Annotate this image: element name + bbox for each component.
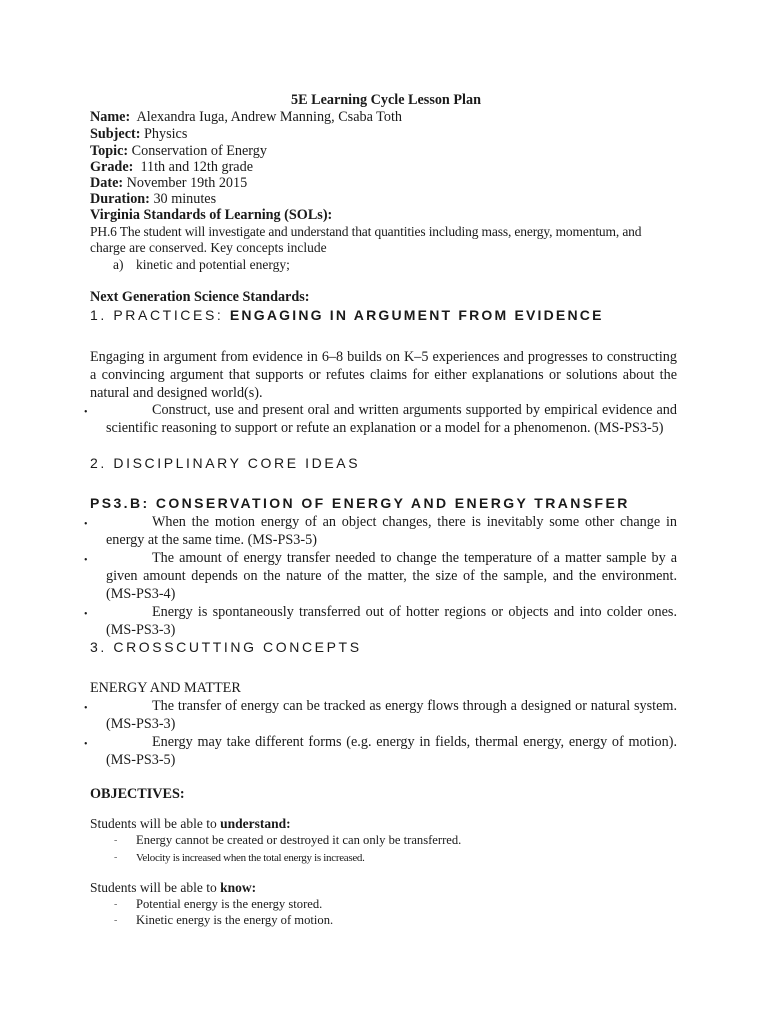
sols-heading: Virginia Standards of Learning (SOLs): bbox=[90, 207, 333, 223]
practices-heading bbox=[90, 306, 604, 324]
date-row bbox=[90, 175, 247, 192]
date-value: November 19th 2015 bbox=[126, 175, 248, 191]
know-item-1: Potential energy is the energy stored. bbox=[136, 897, 323, 911]
sols-line-1: PH.6 The student will investigate and understand that quantities including mass, energy, momentum, and bbox=[90, 224, 642, 239]
energy-matter-bullet-1: The transfer of energy can be tracked as energy flows through a designed or natural system.(MS-PS3-3) bbox=[106, 698, 677, 732]
sols-line-2: charge are conserved. Key concepts include bbox=[90, 240, 327, 255]
practices-prefix: 1. PRACTICES: bbox=[90, 307, 224, 323]
topic-value: Conservation of Energy bbox=[131, 143, 267, 159]
practices-title: ENGAGING IN ARGUMENT FROM EVIDENCE bbox=[229, 307, 604, 323]
subject-row bbox=[90, 126, 187, 143]
know-item-2: Kinetic energy is the energy of motion. bbox=[136, 913, 334, 927]
ps3b-bullet-3: Energy is spontaneously transferred out of hotter regions or objects and into colder ones. (MS-PS3-3) bbox=[106, 604, 677, 638]
name-row bbox=[90, 109, 402, 126]
ps3b-bullet-2: The amount of energy transfer needed to change the temperature of a matter sample by a given amount depends on the nature of the matter, the size of the sample, and the environment. (MS-PS3-4) bbox=[106, 550, 677, 602]
dash-glyph: - bbox=[114, 899, 118, 910]
sols-item-marker: a) bbox=[113, 257, 124, 272]
objectives-heading: OBJECTIVES: bbox=[90, 786, 185, 802]
duration-row bbox=[90, 191, 216, 208]
know-intro-text: Students will be able to bbox=[90, 880, 221, 895]
understand-item-2: Velocity is increased when the total energy is increased. bbox=[136, 852, 365, 864]
subject-value: Physics bbox=[144, 126, 188, 142]
bullet-glyph: • bbox=[84, 555, 88, 566]
subject-label: Subject: bbox=[90, 126, 141, 142]
date-label: Date: bbox=[90, 175, 124, 191]
bullet-glyph: • bbox=[84, 519, 88, 530]
sols-item-text: kinetic and potential energy; bbox=[136, 257, 290, 272]
dash-glyph: - bbox=[114, 852, 118, 863]
practices-bullet: Construct, use and present oral and written arguments supported by empirical evidence and scientific reasoning to support or refute an explanation or a model for a phenomenon. (MS-PS3-5) bbox=[106, 402, 677, 436]
understand-item-1: Energy cannot be created or destroyed it can only be transferred. bbox=[136, 833, 462, 847]
dci-heading: 2. DISCIPLINARY CORE IDEAS bbox=[90, 455, 361, 471]
dash-glyph: - bbox=[114, 835, 118, 846]
page-title: 5E Learning Cycle Lesson Plan bbox=[291, 92, 481, 108]
duration-value: 30 minutes bbox=[153, 191, 217, 207]
crosscutting-heading: 3. CROSSCUTTING CONCEPTS bbox=[90, 639, 362, 655]
ps3b-heading: PS3.B: CONSERVATION OF ENERGY AND ENERGY TRANSFER bbox=[90, 495, 630, 511]
dash-glyph: - bbox=[114, 915, 118, 926]
energy-matter-bullet-2: Energy may take different forms (e.g. energy in fields, thermal energy, energy of motion). (MS-PS3-5) bbox=[106, 734, 677, 768]
name-value: Alexandra Iuga, Andrew Manning, Csaba Toth bbox=[136, 109, 402, 125]
duration-label: Duration: bbox=[90, 191, 150, 207]
bullet-glyph: • bbox=[84, 739, 88, 750]
grade-label: Grade: bbox=[90, 159, 134, 175]
grade-row bbox=[90, 159, 253, 176]
practices-paragraph: Engaging in argument from evidence in 6–8 builds on K–5 experiences and progresses to constructing a convincing argument that supports or refutes claims for either explanations or solutions about the natural and designed world(s). bbox=[90, 349, 677, 401]
know-intro bbox=[90, 880, 256, 896]
bullet-glyph: • bbox=[84, 703, 88, 714]
know-key: know: bbox=[220, 880, 257, 895]
topic-row bbox=[90, 143, 267, 160]
bullet-glyph: • bbox=[84, 609, 88, 620]
ngss-heading: Next Generation Science Standards: bbox=[90, 289, 310, 305]
understand-intro bbox=[90, 816, 291, 832]
topic-label: Topic: bbox=[90, 143, 129, 159]
energy-matter-heading: ENERGY AND MATTER bbox=[90, 680, 241, 696]
understand-key: understand: bbox=[220, 816, 291, 831]
understand-intro-text: Students will be able to bbox=[90, 816, 221, 831]
bullet-glyph: • bbox=[84, 407, 88, 418]
ps3b-bullet-1: When the motion energy of an object changes, there is inevitably some other change in energy at the same time. (MS-PS3-5) bbox=[106, 514, 677, 548]
grade-value: 11th and 12th grade bbox=[140, 159, 253, 175]
name-label: Name: bbox=[90, 109, 131, 125]
